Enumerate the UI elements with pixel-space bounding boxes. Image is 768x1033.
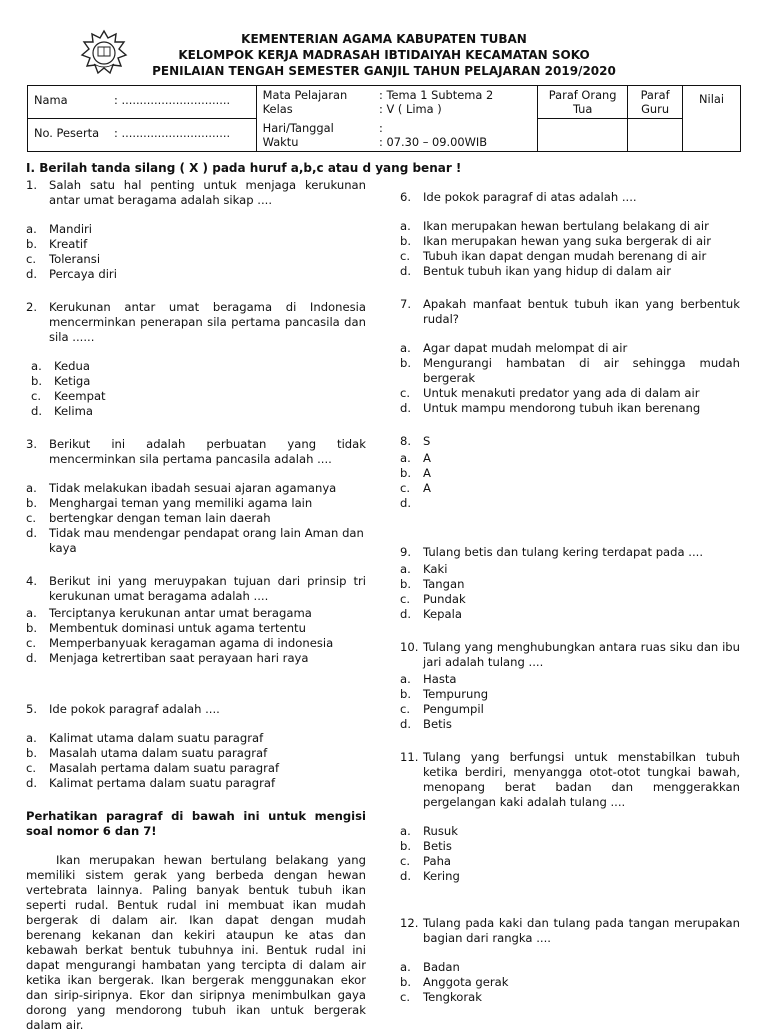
q-number: 8. — [400, 434, 412, 448]
nama-cell[interactable] — [28, 86, 257, 119]
option[interactable]: c. Untuk menakuti predator yang ada di dalam air — [400, 386, 700, 400]
question-1 — [26, 178, 366, 282]
reading-paragraph: Ikan merupakan hewan bertulang belakang yang memiliki sistem gerak yang berbeda dengan hewan vertebrata lainnya. Paling banyak bentuk tubuh ikan seperti rudal. Bentuk rudal ini membuat ikan mudah bergerak di dalam air. Ikan dapat dengan mudah berenang kekanan dan kekiri ataupun ke atas dan kebawah berkat bentuk tubuhnya ini. Bentuk rudal ini dapat mengurangi hambatan yang tercipta di dalam air ketika ikan bergerak. Ikan bergerak menggunakan ekor dan sirip-siripnya. Ekor dan siripnya menimbulkan gaya dorong yang mendorong tubuh ikan untuk bergerak dalam air. — [26, 853, 366, 1032]
option[interactable]: a. Badan — [400, 960, 460, 974]
q-text: Ide pokok paragraf di atas adalah .... — [423, 190, 637, 204]
option[interactable]: b. A — [400, 466, 431, 480]
q-text: Tulang yang berfungsi untuk menstabilkan tubuh ketika berdiri, menyangga otot-otot tungkai bawah, menopang berat badan dan menggerakkan pergelangan kaki adalah tulang .... — [423, 750, 740, 809]
q-number: 6. — [400, 190, 412, 204]
option[interactable]: d. Tidak mau mendengar pendapat orang lain Aman dan kaya — [26, 526, 364, 555]
option[interactable]: a. Kedua — [31, 359, 90, 373]
option[interactable]: c. Keempat — [31, 389, 106, 403]
q-number: 7. — [400, 297, 412, 311]
kelas-label: Kelas — [262, 102, 293, 116]
question-8 — [400, 434, 740, 511]
option[interactable]: b. Ikan merupakan hewan yang suka bergerak di air — [400, 234, 712, 248]
question-4 — [26, 574, 366, 666]
q-text: Tulang yang menghubungkan antara ruas siku dan ibu jari adalah tulang .... — [423, 640, 740, 669]
question-11 — [400, 750, 740, 884]
waktu-value: : 07.30 – 09.00WIB — [379, 134, 488, 149]
option[interactable]: d. — [400, 496, 412, 510]
q-text: Salah satu hal penting untuk menjaga kerukunan antar umat beragama adalah sikap .... — [49, 178, 366, 207]
option[interactable]: b. Membentuk dominasi untuk agama tertentu — [26, 621, 306, 635]
option[interactable]: a. Hasta — [400, 672, 457, 686]
paraf-ortu-header: Paraf Orang Tua — [538, 86, 628, 119]
paraf-ortu-box[interactable] — [538, 119, 628, 152]
option[interactable]: c. Pundak — [400, 592, 466, 606]
option[interactable]: d. Menjaga ketrertiban saat perayaan hari raya — [26, 651, 309, 665]
option[interactable]: c. bertengkar dengan teman lain daerah — [26, 511, 271, 525]
option[interactable]: a. Kalimat utama dalam suatu paragraf — [26, 731, 264, 745]
option[interactable]: a. Terciptanya kerukunan antar umat beragama — [26, 606, 312, 620]
nilai-header: Nilai — [683, 86, 741, 152]
q-text: Berikut ini adalah perbuatan yang tidak mencerminkan sila pertama pancasila adalah .... — [49, 437, 366, 466]
header-exam-title: PENILAIAN TENGAH SEMESTER GANJIL TAHUN PELAJARAN 2019/2020 — [152, 64, 616, 78]
q-number: 4. — [26, 574, 38, 588]
option[interactable]: c. Memperbanyuak keragaman agama di indonesia — [26, 636, 334, 650]
paraf-guru-header: Paraf Guru — [628, 86, 683, 119]
option[interactable]: d. Kelima — [31, 404, 93, 418]
option[interactable]: a. Rusuk — [400, 824, 458, 838]
left-column — [26, 178, 366, 1033]
header-kkm: KELOMPOK KERJA MADRASAH IBTIDAIYAH KECAMATAN SOKO — [178, 48, 590, 62]
question-2 — [26, 300, 366, 419]
option[interactable]: b. Tempurung — [400, 687, 489, 701]
option[interactable]: b. Tangan — [400, 577, 465, 591]
option[interactable]: a. Agar dapat mudah melompat di air — [400, 341, 628, 355]
question-10 — [400, 640, 740, 732]
option[interactable]: b. Kreatif — [26, 237, 88, 251]
option[interactable]: b. Betis — [400, 839, 452, 853]
q-text: Berikut ini yang meruypakan tujuan dari prinsip tri kerukunan umat beragama adalah .... — [49, 574, 366, 603]
right-column — [400, 190, 740, 1023]
peserta-value: : .............................. — [114, 126, 231, 140]
option[interactable]: c. A — [400, 481, 431, 495]
mapel-label: Mata Pelajaran — [262, 88, 348, 102]
waktu-label: Waktu — [262, 134, 299, 149]
question-3 — [26, 437, 366, 556]
q-text: S — [423, 434, 431, 448]
q-text: Apakah manfaat bentuk tubuh ikan yang berbentuk rudal? — [423, 297, 740, 326]
hari-value: : — [379, 120, 383, 135]
q-number: 2. — [26, 300, 38, 314]
question-6 — [400, 190, 740, 279]
student-info-table — [27, 85, 741, 152]
kelas-value: : V ( Lima ) — [379, 102, 442, 116]
option[interactable]: d. Percaya diri — [26, 267, 117, 281]
option[interactable]: d. Bentuk tubuh ikan yang hidup di dalam air — [400, 264, 672, 278]
option[interactable]: d. Betis — [400, 717, 452, 731]
nama-value: : .............................. — [114, 93, 231, 107]
mapel-value: : Tema 1 Subtema 2 — [379, 88, 494, 102]
option[interactable]: d. Kalimat pertama dalam suatu paragraf — [26, 776, 276, 790]
q-text: Tulang betis dan tulang kering terdapat pada .... — [423, 545, 704, 559]
q-text: Tulang pada kaki dan tulang pada tangan merupakan bagian dari rangka .... — [423, 916, 740, 945]
peserta-cell[interactable] — [28, 119, 257, 152]
option[interactable]: d. Untuk mampu mendorong tubuh ikan berenang — [400, 401, 701, 415]
option[interactable]: b. Masalah utama dalam suatu paragraf — [26, 746, 268, 760]
option[interactable]: c. Toleransi — [26, 252, 101, 266]
question-12 — [400, 916, 740, 1005]
q-number: 5. — [26, 702, 38, 716]
question-7 — [400, 297, 740, 416]
option[interactable]: a. Tidak melakukan ibadah sesuai ajaran agamanya — [26, 481, 337, 495]
option[interactable]: a. Mandiri — [26, 222, 93, 236]
q-number: 1. — [26, 178, 38, 192]
question-5 — [26, 702, 366, 791]
q-text: Kerukunan antar umat beragama di Indonesia mencerminkan penerapan sila pertama pancasila dan sila ...... — [49, 300, 366, 344]
q-number: 3. — [26, 437, 38, 451]
q-number: 12. — [400, 916, 419, 930]
option[interactable]: d. Kepala — [400, 607, 462, 621]
q-text: Ide pokok paragraf adalah .... — [49, 702, 220, 716]
option[interactable]: b. Ketiga — [31, 374, 91, 388]
header-ministry: KEMENTERIAN AGAMA KABUPATEN TUBAN — [241, 32, 527, 46]
q-number: 11. — [400, 750, 419, 764]
option[interactable]: b. Anggota gerak — [400, 975, 509, 989]
option[interactable]: c. Paha — [400, 854, 452, 868]
peserta-label: No. Peserta — [34, 126, 100, 140]
option[interactable]: a. Ikan merupakan hewan bertulang belakang di air — [400, 219, 709, 233]
option[interactable]: a. A — [400, 451, 431, 465]
nama-label: Nama — [34, 93, 68, 107]
option[interactable]: c. Tengkorak — [400, 990, 482, 1004]
option[interactable]: c. Tubuh ikan dapat dengan mudah berenang di air — [400, 249, 707, 263]
option[interactable]: b. Menghargai teman yang memiliki agama lain — [26, 496, 313, 510]
q-number: 10. — [400, 640, 419, 654]
option[interactable]: b. Mengurangi hambatan di air sehingga mudah bergerak — [400, 356, 740, 385]
option[interactable]: a. Kaki — [400, 562, 448, 576]
question-9 — [400, 545, 740, 622]
option[interactable]: c. Masalah pertama dalam suatu paragraf — [26, 761, 280, 775]
hari-label: Hari/Tanggal — [262, 120, 334, 135]
q-number: 9. — [400, 545, 412, 559]
reading-instruction: Perhatikan paragraf di bawah ini untuk mengisi soal nomor 6 dan 7! — [26, 809, 366, 838]
instruction: I. Berilah tanda silang ( X ) pada huruf a,b,c atau d yang benar ! — [26, 161, 462, 175]
option[interactable]: d. Kering — [400, 869, 460, 883]
option[interactable]: c. Pengumpil — [400, 702, 484, 716]
paraf-guru-box[interactable] — [628, 119, 683, 152]
